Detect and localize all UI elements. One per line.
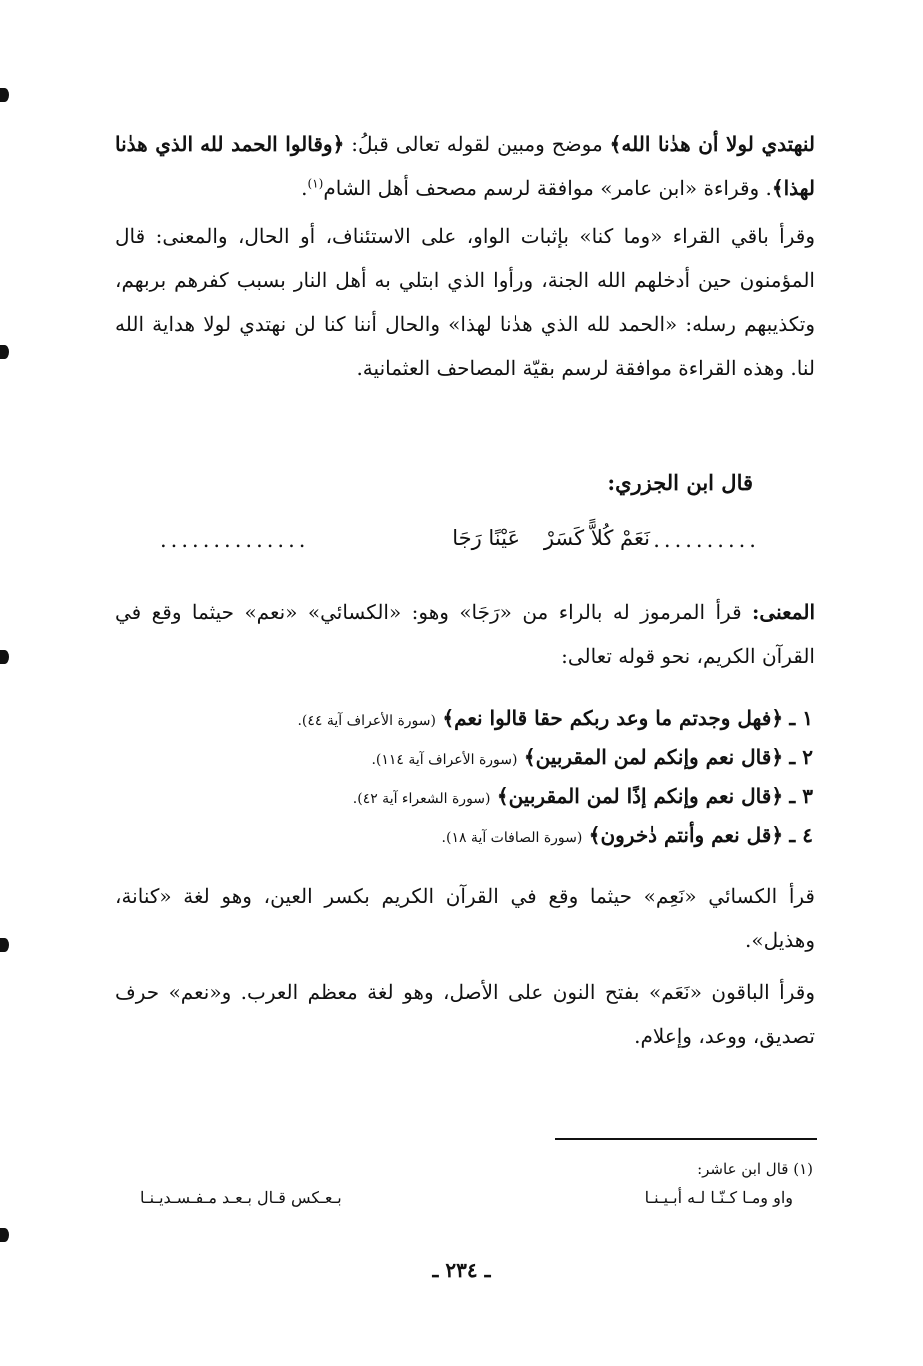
list-item (297, 817, 813, 856)
page-number: ـ ٢٣٤ ـ (432, 1258, 491, 1282)
item-number: ٢ ـ (789, 745, 813, 769)
section-heading: قال ابن الجزري: (607, 470, 753, 495)
quran-verse-fragment: الذي هدٰنا لهذا﴾ (115, 132, 815, 200)
surah-reference: (سورة الشعراء آية ٤٢). (352, 791, 491, 807)
paragraph-text: قرأ المرموز له بالراء من «رَجَا» وهو: «الكسائي» «نعم» حيثما وقع في القرآن الكريم، نحو قوله تعالى: (115, 600, 815, 668)
item-number: ٣ ـ (789, 784, 813, 808)
surah-reference: (سورة الأعراف آية ١١٤). (371, 752, 518, 768)
examples-list (297, 700, 813, 856)
quran-verse-fragment: ﴿وقالوا الحمد لله (200, 132, 345, 156)
list-item (297, 700, 813, 739)
footnote-verse-first-hemistich: واو ومـا كـنّـا لـه أبـيـنـا (644, 1188, 793, 1207)
poem-verse (160, 528, 760, 564)
paragraph-text: موضح ومبين لقوله تعالى قبلُ: (344, 132, 610, 156)
quran-verse: ﴿قال نعم وإنكم لمن المقربين﴾ (523, 745, 784, 769)
quran-verse: ﴿قال نعم وإنكم إذًا لمن المقربين﴾ (496, 784, 784, 808)
binding-hole-mark (0, 345, 9, 359)
term-label: المعنى: (752, 600, 815, 624)
item-number: ١ ـ (789, 706, 813, 730)
surah-reference: (سورة الصافات آية ١٨). (441, 830, 583, 846)
quran-verse: ﴿فهل وجدتم ما وعد ربكم حقا قالوا نعم﴾ (442, 706, 784, 730)
list-item (297, 778, 813, 817)
binding-hole-mark (0, 88, 9, 102)
binding-hole-mark (0, 1228, 9, 1242)
paragraph-4: قرأ الكسائي «نَعِم» حيثما وقع في القرآن الكريم بكسر العين، وهو لغة «كنانة، وهذيل». (115, 884, 815, 952)
quran-verse: ﴿قل نعم وأنتم دٰخرون﴾ (588, 823, 784, 847)
binding-hole-mark (0, 650, 9, 664)
verse-phrase: نَعَمْ كُلاًّ كَسَرْ (543, 526, 650, 550)
paragraph-3 (115, 590, 815, 678)
surah-reference: (سورة الأعراف آية ٤٤). (297, 713, 436, 729)
paragraph-2: وقرأ باقي القراء «وما كنا» بإثبات الواو، على الاستئناف، أو الحال، والمعنى: قال المؤمنون حين أدخلهم الله الجنة، ورأوا الذي ابتلي به أهل النار بسبب كفرهم بربهم، وتكذيبهم رسله: «الحمد لله الذي هدٰنا لهذا» والحال أننا كنا لن نهتدي لولا هداية الله لنا. وهذه القراءة موافقة لرسم بقيّة المصاحف العثمانية. (115, 224, 815, 380)
footnote-divider (555, 1138, 817, 1140)
verse-phrase: عَيْنًا رَجَا (452, 526, 520, 550)
punctuation: . (301, 176, 308, 200)
paragraph-5: وقرأ الباقون «نَعَم» بفتح النون على الأصل، وهو لغة معظم العرب. و«نعم» حرف تصديق، ووعد، وإعلام. (115, 980, 815, 1048)
footnote-reference[interactable]: (١) (307, 176, 324, 191)
ellipsis-dots: .......... (653, 528, 760, 552)
footnote-verse-second-hemistich: بـعـكس قـال بـعـد مـفـسـديـنـا (140, 1188, 342, 1207)
item-number: ٤ ـ (789, 823, 813, 847)
list-item (297, 739, 813, 778)
binding-hole-mark (0, 938, 9, 952)
ellipsis-dots: .............. (160, 528, 310, 552)
quran-verse-fragment: لنهتدي لولا أن هدٰنا الله﴾ (609, 132, 815, 156)
paragraph-text: . وقراءة «ابن عامر» موافقة لرسم مصحف أهل الشام (323, 176, 772, 200)
footnote-label: (١) قال ابن عاشر: (697, 1160, 813, 1178)
paragraph-1 (115, 122, 815, 210)
